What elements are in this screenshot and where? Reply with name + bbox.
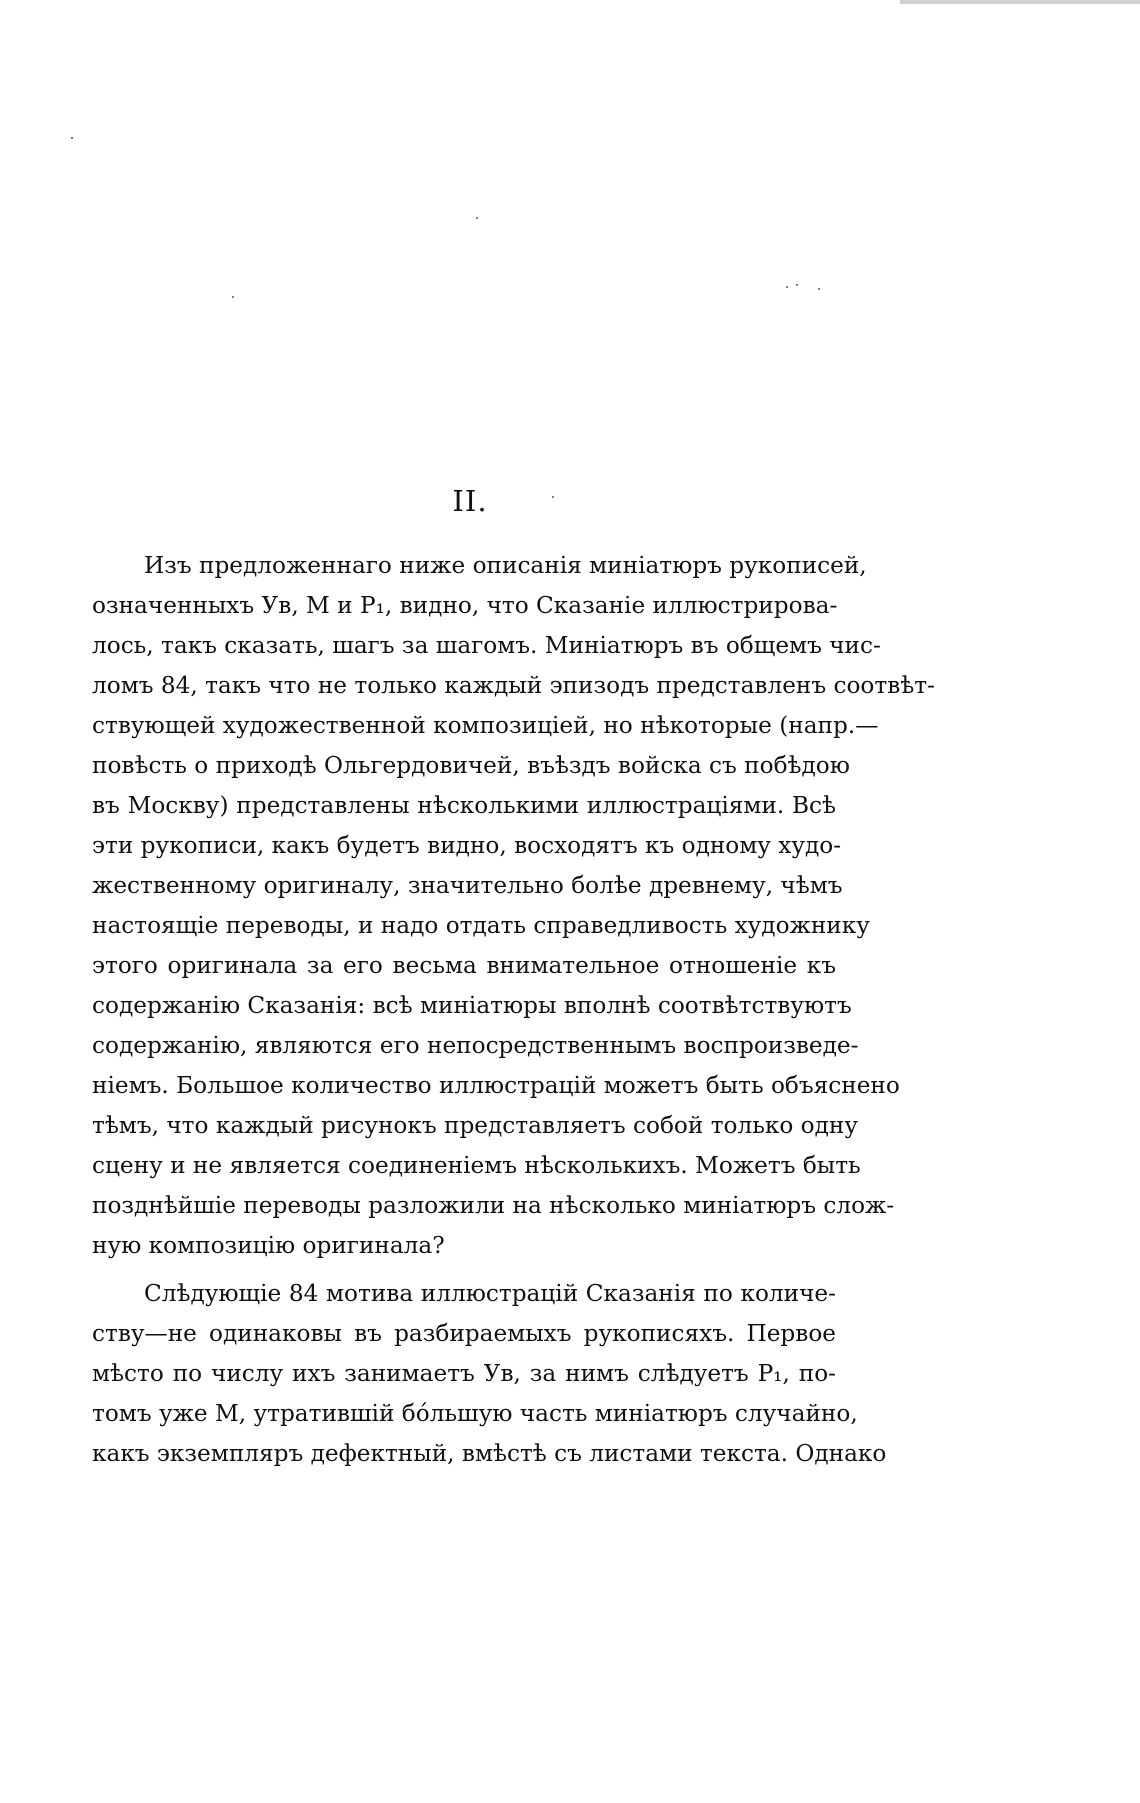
text-line: содержанію, являются его непосредственнымъ воспроизведе- (92, 1032, 859, 1059)
text-line: ніемъ. Большое количество иллюстрацій можетъ быть объяснено (92, 1072, 900, 1099)
text-line: ствующей художественной композиціей, но нѣкоторые (напр.— (92, 712, 879, 739)
print-speck (796, 284, 798, 286)
text-line: Изъ предложеннаго ниже описанія миніатюръ рукописей, (144, 552, 867, 579)
scan-edge-rule (900, 0, 1140, 4)
text-line: сцену и не является соединеніемъ нѣсколькихъ. Можетъ быть (92, 1152, 861, 1179)
text-line: жественному оригиналу, значительно болѣе древнему, чѣмъ (92, 872, 843, 899)
text-line: содержанію Сказанія: всѣ миніатюры вполнѣ соотвѣтствуютъ (92, 992, 852, 1019)
print-speck (786, 286, 788, 288)
paragraph (92, 1274, 887, 1474)
chapter-heading: II. (452, 484, 488, 518)
paragraph (92, 546, 935, 1266)
text-line: настоящіе переводы, и надо отдать справедливость художнику (92, 912, 870, 939)
text-line: ную композицію оригинала? (92, 1232, 445, 1259)
text-line: ломъ 84, такъ что не только каждый эпизодъ представленъ соотвѣт- (92, 672, 935, 699)
text-line: въ Москву) представлены нѣсколькими иллюстраціями. Всѣ (92, 792, 836, 819)
text-line: какъ экземпляръ дефектный, вмѣстѣ съ листами текста. Однако (92, 1440, 887, 1467)
print-speck (476, 217, 478, 219)
text-line: мѣсто по числу ихъ занимаетъ Ув, за нимъ слѣдуетъ P₁, по- (92, 1360, 836, 1387)
print-speck (71, 137, 73, 139)
text-line: лось, такъ сказать, шагъ за шагомъ. Миніатюръ въ общемъ чис- (92, 632, 881, 659)
text-line: тѣмъ, что каждый рисунокъ представляетъ собой только одну (92, 1112, 859, 1139)
text-line: томъ уже М, утратившій бóльшую часть миніатюръ случайно, (92, 1400, 858, 1427)
text-line: позднѣйшіе переводы разложили на нѣсколько миніатюръ слож- (92, 1192, 895, 1219)
text-line: эти рукописи, какъ будетъ видно, восходятъ къ одному худо- (92, 832, 842, 859)
paragraph-gap (92, 1266, 836, 1274)
print-speck (818, 288, 820, 290)
text-line: этого оригинала за его весьма внимательное отношеніе къ (92, 952, 836, 979)
print-speck (232, 296, 234, 298)
text-line: повѣсть о приходѣ Ольгердовичей, въѣздъ войска съ побѣдою (92, 752, 850, 779)
text-line: ству—не одинаковы въ разбираемыхъ рукописяхъ. Первое (92, 1320, 836, 1347)
text-line: означенныхъ Ув, М и P₁, видно, что Сказаніе иллюстрирова- (92, 592, 838, 619)
body-text (92, 546, 935, 1474)
text-line: Слѣдующіе 84 мотива иллюстрацій Сказанія по количе- (144, 1280, 836, 1307)
